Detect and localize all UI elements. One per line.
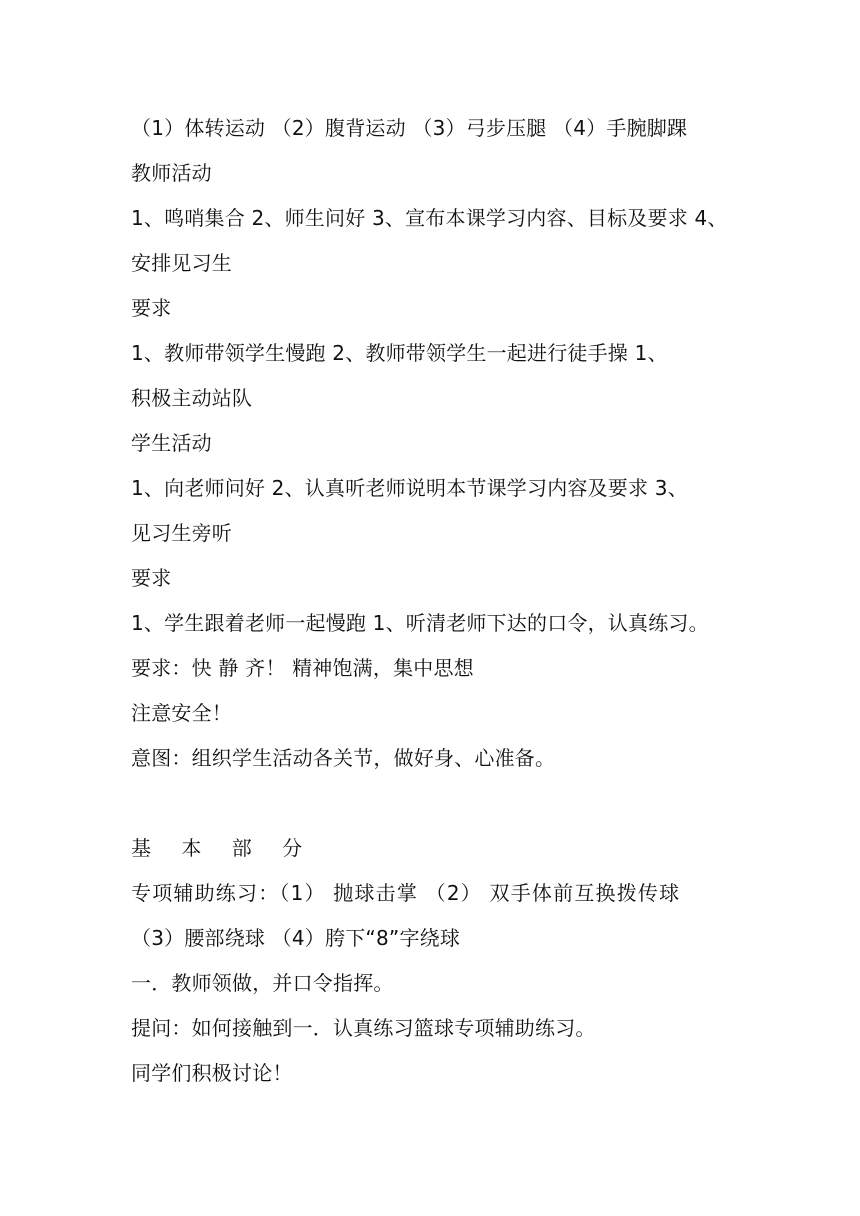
text-line-safety-note: 注意安全！ xyxy=(131,701,232,725)
text-line-student-steps: 1、向老师问好 2、认真听老师说明本节课学习内容及要求 3、 xyxy=(131,476,688,500)
section-heading-basic-part: 基 本 部 分 xyxy=(131,836,315,860)
text-line-drills-cont: （3）腰部绕球 （4）胯下“8”字绕球 xyxy=(131,926,461,950)
text-line-student-activity-heading: 学生活动 xyxy=(131,431,212,455)
text-line-requirements-heading-2: 要求 xyxy=(131,566,172,590)
text-line-requirement-quick-quiet: 要求：快 静 齐！ 精神饱满，集中思想 xyxy=(131,656,474,680)
text-line-student-steps-cont: 见习生旁听 xyxy=(131,521,232,545)
text-line-teacher-steps: 1、鸣哨集合 2、师生问好 3、宣布本课学习内容、目标及要求 4、 xyxy=(131,206,728,230)
text-line-teacher-requirements: 1、教师带领学生慢跑 2、教师带领学生一起进行徒手操 1、 xyxy=(131,341,668,365)
text-line-intent: 意图：组织学生活动各关节，做好身、心准备。 xyxy=(131,746,556,770)
text-line-warmup-exercises: （1）体转运动 （2）腹背运动 （3）弓步压腿 （4）手腕脚踝 xyxy=(131,116,688,140)
text-line-drills: 专项辅助练习：（1） 抛球击掌 （2） 双手体前互换拨传球 xyxy=(131,881,681,905)
text-line-teacher-lead: 一．教师领做，并口令指挥。 xyxy=(131,971,394,995)
text-line-question: 提问：如何接触到一．认真练习篮球专项辅助练习。 xyxy=(131,1016,596,1040)
text-line-discussion: 同学们积极讨论！ xyxy=(131,1061,293,1085)
text-line-requirements-heading: 要求 xyxy=(131,296,172,320)
text-line-student-requirements: 1、学生跟着老师一起慢跑 1、听清老师下达的口令，认真练习。 xyxy=(131,611,709,635)
text-line-teacher-activity-heading: 教师活动 xyxy=(131,161,212,185)
text-line-teacher-requirements-cont: 积极主动站队 xyxy=(131,386,253,410)
text-line-teacher-steps-cont: 安排见习生 xyxy=(131,251,232,275)
